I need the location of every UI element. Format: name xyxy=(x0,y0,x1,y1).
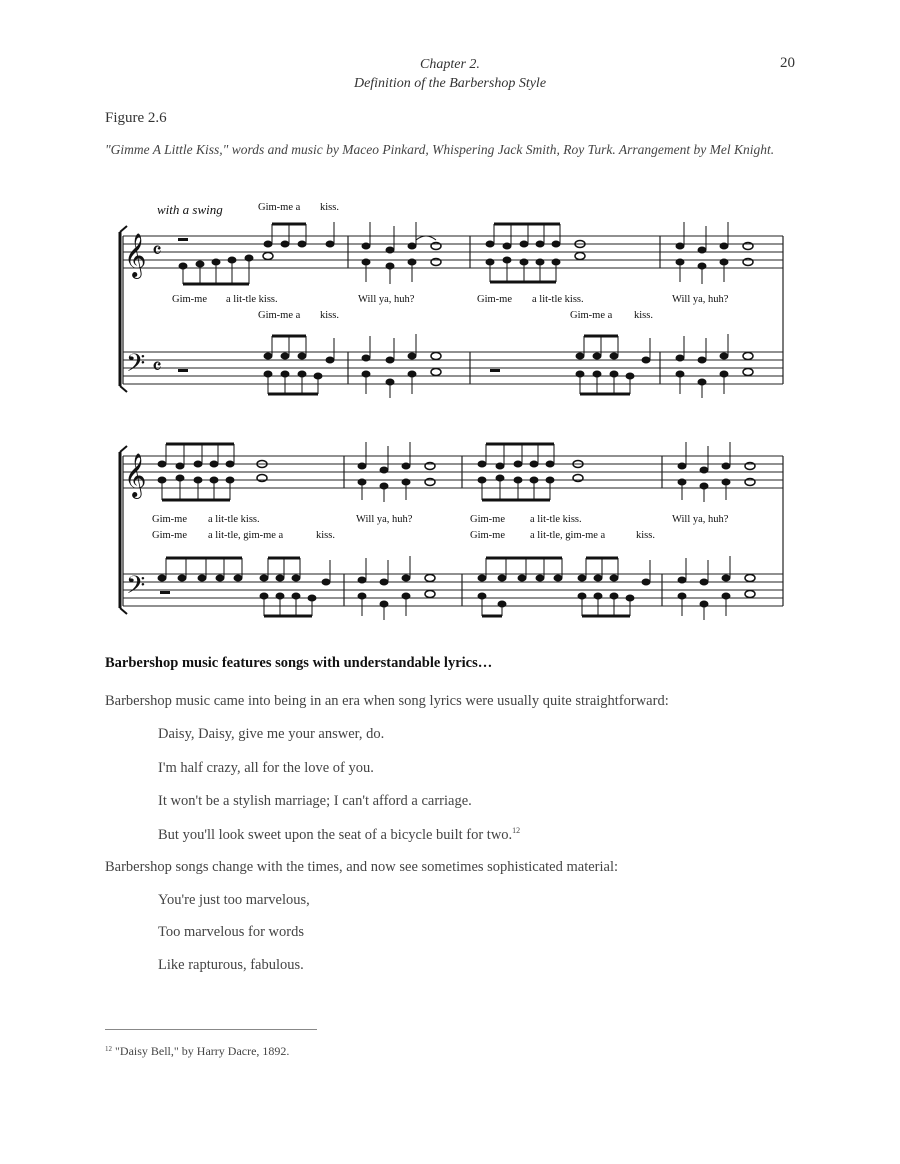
quote-line: You're just too marvelous, xyxy=(158,892,310,908)
quote-line: I'm half crazy, all for the love of you. xyxy=(158,760,374,776)
bass-clef-icon: 𝄢 xyxy=(126,349,146,384)
lyric: Gim-me xyxy=(152,530,187,541)
quote-line: Too marvelous for words xyxy=(158,924,304,940)
lyric: Gim-me xyxy=(470,530,505,541)
lyric: Gim-me a xyxy=(258,310,301,321)
notes-bass-system-1 xyxy=(178,334,753,398)
time-signature-icon: 𝄴 xyxy=(152,355,162,380)
lyric: Will ya, huh? xyxy=(358,294,415,305)
footnote-number: 12 xyxy=(105,1045,112,1053)
lyric: Will ya, huh? xyxy=(672,294,729,305)
quote-line: It won't be a stylish marriage; I can't afford a carriage. xyxy=(158,793,472,809)
section-heading: Barbershop music features songs with understandable lyrics… xyxy=(105,655,493,671)
lyric: a lit-tle, gim-me a xyxy=(208,530,284,541)
lyric: Gim-me xyxy=(477,294,512,305)
lyric: Gim-me a xyxy=(570,310,613,321)
lyric: Gim-me xyxy=(172,294,207,305)
lyric: a lit-tle, gim-me a xyxy=(530,530,606,541)
score-system-1 xyxy=(120,202,783,398)
notes-bass-system-2 xyxy=(158,556,755,620)
quote-line-text: But you'll look sweet upon the seat of a bicycle built for two. xyxy=(158,827,513,843)
footnote-text: "Daisy Bell," by Harry Dacre, 1892. xyxy=(112,1044,290,1058)
lyric: a lit-tle kiss. xyxy=(208,514,260,525)
chapter-title: Definition of the Barbershop Style xyxy=(353,76,547,91)
paragraph: Barbershop songs change with the times, and now see sometimes sophisticated material: xyxy=(105,859,619,875)
lyric: Will ya, huh? xyxy=(356,514,413,525)
footnote xyxy=(105,1044,289,1059)
barlines xyxy=(123,236,783,384)
notes-treble-system-1 xyxy=(178,222,753,284)
tempo-marking: with a swing xyxy=(157,202,223,217)
lyric: a lit-tle kiss. xyxy=(532,294,584,305)
lyric: kiss. xyxy=(316,530,335,541)
lyrics-system-2 xyxy=(152,514,729,541)
lyric: kiss. xyxy=(636,530,655,541)
figure-label: Figure 2.6 xyxy=(105,110,167,126)
lyric: kiss. xyxy=(320,202,339,213)
lyrics-system-1 xyxy=(172,202,729,321)
paragraph: Barbershop music came into being in an era when song lyrics were usually quite straightforward: xyxy=(105,693,669,709)
treble-clef-icon: 𝄞 xyxy=(124,453,147,497)
lyric: Will ya, huh? xyxy=(672,514,729,525)
page-number: 20 xyxy=(780,55,795,71)
quote-line xyxy=(158,826,520,844)
time-signature-icon: 𝄴 xyxy=(152,239,162,264)
lyric: kiss. xyxy=(320,310,339,321)
figure-caption: "Gimme A Little Kiss," words and music by Maceo Pinkard, Whispering Jack Smith, Roy Turk. Arrangement by Mel Knight. xyxy=(105,142,775,157)
bass-clef-icon: 𝄢 xyxy=(126,571,146,606)
chapter-number: Chapter 2. xyxy=(420,57,480,72)
lyric: Gim-me xyxy=(470,514,505,525)
footnote-ref[interactable]: 12 xyxy=(512,826,521,835)
lyric: Gim-me a xyxy=(258,202,301,213)
treble-clef-icon: 𝄞 xyxy=(124,233,147,277)
lyric: kiss. xyxy=(634,310,653,321)
score-system-2 xyxy=(120,442,783,620)
lyric: a lit-tle kiss. xyxy=(226,294,278,305)
lyric: Gim-me xyxy=(152,514,187,525)
lyric: a lit-tle kiss. xyxy=(530,514,582,525)
footnote-divider xyxy=(105,1029,317,1030)
quote-line: Daisy, Daisy, give me your answer, do. xyxy=(158,726,385,742)
quote-line: Like rapturous, fabulous. xyxy=(158,957,304,973)
